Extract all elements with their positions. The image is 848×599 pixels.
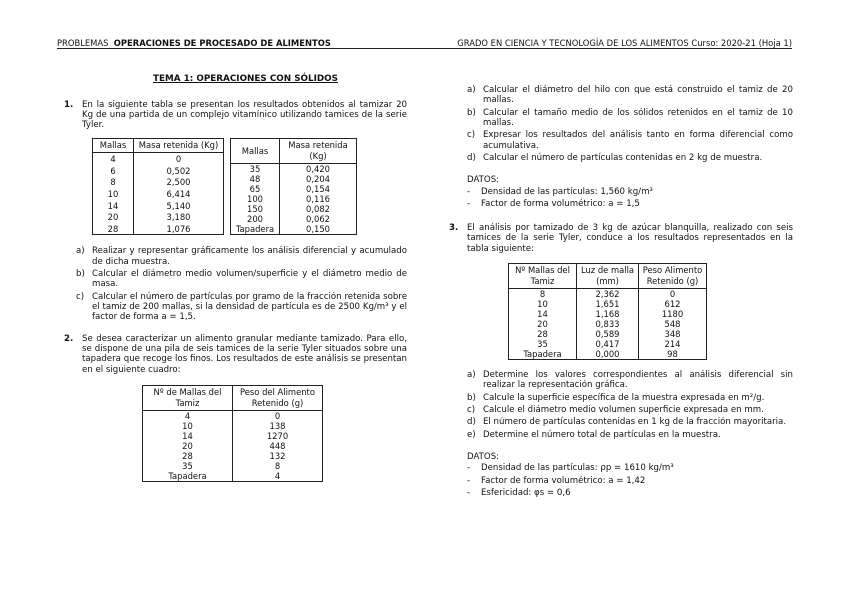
table-row	[231, 224, 357, 235]
table-cell: 0,589	[577, 329, 639, 339]
question-item	[467, 417, 793, 427]
question-item	[467, 393, 793, 403]
table-row	[231, 214, 357, 224]
problem-statement: Se desea caracterizar un alimento granular mediante tamizado. Para ello, se dispone de una pila de seis tamices de la serie Tyler situados sobre una tapadera que recoge los finos. Los resultados de este análisis se presentan en el siguiente cuadro:	[82, 333, 407, 375]
item-marker: d)	[467, 152, 476, 163]
item-marker: e)	[467, 429, 476, 440]
left-column	[64, 74, 407, 482]
table-row	[93, 165, 224, 177]
item-marker: b)	[467, 392, 476, 403]
table-cell: 4	[93, 153, 134, 165]
table-cell: 548	[639, 319, 707, 329]
table-cell: 10	[509, 299, 577, 309]
table-row	[143, 461, 323, 471]
data-item	[467, 463, 793, 473]
table-cell: 20	[93, 211, 134, 223]
table-cell: 35	[143, 461, 233, 471]
item-marker: b)	[467, 107, 476, 118]
problem-1	[64, 100, 407, 131]
problem-statement: El análisis por tamizado de 3 kg de azúcar blanquilla, realizado con seis tamices de la serie Tyler, conduce a los resultados representados en la tabla siguiente:	[467, 223, 793, 254]
table-cell: 0,833	[577, 319, 639, 329]
table-cell: 2,362	[577, 289, 639, 300]
item-text: Determine el número total de partículas en la muestra.	[483, 429, 721, 440]
table-cell: 8	[93, 177, 134, 189]
problem-number: 1.	[64, 99, 74, 110]
table-header: Nº Mallas del Tamiz	[509, 264, 577, 289]
table-row	[143, 451, 323, 461]
table-cell: 0,204	[280, 174, 357, 184]
page-header	[57, 38, 792, 49]
table-cell: 5,140	[134, 200, 224, 212]
table-cell: 100	[231, 194, 280, 204]
table-cell: 28	[143, 451, 233, 461]
question-item	[467, 430, 793, 440]
problem-statement: En la siguiente tabla se presentan los resultados obtenidos al tamizar 20 Kg de una partida de un complejo vitamínico utilizando tamices de la serie Tyler.	[82, 99, 407, 131]
table-cell: 0,154	[280, 184, 357, 194]
item-text: Calcular el diámetro del hilo con que está construido el tamiz de 20 mallas.	[483, 85, 793, 106]
table-cell: 214	[639, 339, 707, 349]
table-cell: 35	[231, 164, 280, 175]
table-row	[509, 289, 707, 300]
table-row	[231, 174, 357, 184]
table-cell: 10	[143, 421, 233, 431]
table-cell: Tapadera	[509, 349, 577, 360]
question-item	[76, 269, 407, 290]
table-row	[143, 431, 323, 441]
table-header: Masa retenida (Kg)	[280, 139, 357, 164]
problem-3-data	[467, 463, 793, 498]
question-item	[467, 130, 793, 151]
table-cell: 4	[233, 471, 323, 482]
problem-2-questions	[467, 85, 793, 163]
item-text: El número de partículas contenidas en 1 kg de la fracción mayoritaria.	[483, 417, 787, 428]
table-cell: 200	[231, 214, 280, 224]
table-row	[143, 421, 323, 431]
table-row	[93, 153, 224, 165]
item-text: Calcular el tamaño medio de los sólidos retenidos en el tamiz de 10 mallas.	[483, 107, 793, 128]
data-title: DATOS:	[467, 175, 500, 186]
item-marker: -	[467, 198, 471, 209]
question-item	[467, 108, 793, 129]
item-text: Densidad de las partículas: 1,560 kg/m³	[481, 186, 653, 197]
table-cell: 48	[231, 174, 280, 184]
table-cell: 10	[93, 188, 134, 200]
item-text: Calcule el diámetro medio volumen superficie expresada en mm.	[483, 405, 764, 415]
table-row	[93, 211, 224, 223]
item-text: Calcular el diámetro medio volumen/superficie y el diámetro medio de masa.	[92, 269, 407, 290]
question-item	[76, 246, 407, 267]
table-row	[93, 223, 224, 235]
table-header: Peso del Alimento Retenido (g)	[233, 385, 323, 410]
table-cell: 0	[233, 410, 323, 421]
data-item	[467, 476, 793, 486]
table-cell: 0,082	[280, 204, 357, 214]
item-marker: d)	[467, 417, 476, 428]
table-cell: 0,000	[577, 349, 639, 360]
problem-1-tables	[92, 138, 407, 235]
table-cell: 1,651	[577, 299, 639, 309]
question-item	[467, 370, 793, 391]
table-cell: Tapadera	[143, 471, 233, 482]
problem-3-table	[508, 263, 707, 360]
table-header: Peso Alimento Retenido (g)	[639, 264, 707, 289]
data-item	[467, 488, 793, 498]
problem-2-data	[467, 187, 793, 210]
item-text: Calcular el número de partículas por gramo de la fracción retenida sobre el tamiz de 200 mallas, si la densidad de partícula es de 2500 Kg/m³ y el factor de forma a = 1,5.	[92, 291, 407, 323]
table-cell: 65	[231, 184, 280, 194]
table-row	[231, 204, 357, 214]
table-cell: 14	[143, 431, 233, 441]
item-marker: -	[467, 487, 471, 498]
table-cell: 448	[233, 441, 323, 451]
table-row	[93, 188, 224, 200]
table-cell: 138	[233, 421, 323, 431]
table-cell: 1180	[639, 309, 707, 319]
item-marker: -	[467, 475, 471, 486]
table-row	[509, 309, 707, 319]
table-cell: 0,150	[280, 224, 357, 235]
table-row	[231, 184, 357, 194]
table-cell: 14	[509, 309, 577, 319]
table-header: Nº de Mallas del Tamiz	[143, 385, 233, 410]
table-cell: 98	[639, 349, 707, 360]
table-cell: 1270	[233, 431, 323, 441]
item-text: Densidad de las partículas: ρp = 1610 kg/m³	[481, 463, 674, 474]
table-header: Luz de malla (mm)	[577, 264, 639, 289]
table-cell: 28	[509, 329, 577, 339]
table-row	[509, 329, 707, 339]
table-cell: 28	[93, 223, 134, 235]
question-item	[76, 292, 407, 323]
header-course-title: OPERACIONES DE PROCESADO DE ALIMENTOS	[113, 38, 331, 48]
table-cell: 8	[233, 461, 323, 471]
item-marker: -	[467, 186, 471, 197]
table-row	[143, 471, 323, 482]
table-row	[143, 410, 323, 421]
table-cell: 1,168	[577, 309, 639, 319]
table-cell: 2,500	[134, 177, 224, 189]
problem-2	[64, 334, 407, 375]
table-cell: 132	[233, 451, 323, 461]
table-cell: 6	[93, 165, 134, 177]
table-row	[509, 299, 707, 309]
question-item	[467, 153, 793, 163]
problem-number: 3.	[449, 223, 459, 234]
item-text: Factor de forma volumétrico: a = 1,5	[481, 198, 640, 209]
table-cell: 1,076	[134, 223, 224, 235]
table-cell: 0,502	[134, 165, 224, 177]
data-title: DATOS:	[467, 451, 500, 462]
table-cell: 20	[143, 441, 233, 451]
section-title: TEMA 1: OPERACIONES CON SÓLIDOS	[153, 74, 338, 84]
item-marker: a)	[467, 370, 476, 381]
table-row	[93, 200, 224, 212]
table-cell: 0,417	[577, 339, 639, 349]
table-cell: 0,420	[280, 164, 357, 175]
table-row	[509, 319, 707, 329]
header-right: GRADO EN CIENCIA Y TECNOLOGÍA DE LOS ALIMENTOS Curso: 2020-21 (Hoja 1)	[457, 38, 792, 48]
header-prefix: PROBLEMAS	[57, 38, 109, 48]
table-cell: 0,062	[280, 214, 357, 224]
problem-2-table	[142, 385, 323, 482]
table-cell: 3,180	[134, 211, 224, 223]
table-cell: 35	[509, 339, 577, 349]
item-marker: c)	[467, 405, 476, 415]
item-text: Esfericidad: φs = 0,6	[481, 487, 571, 498]
table-cell: 20	[509, 319, 577, 329]
table-cell: 150	[231, 204, 280, 214]
table-row	[231, 164, 357, 175]
table-cell: Tapadera	[231, 224, 280, 235]
item-text: Factor de forma volumétrico: a = 1,42	[481, 475, 646, 486]
table-header: Mallas	[231, 139, 280, 164]
question-item	[467, 405, 793, 415]
item-text: Calcular el número de partículas contenidas en 2 kg de muestra.	[483, 152, 763, 163]
question-item	[467, 85, 793, 106]
item-marker: c)	[76, 291, 85, 302]
item-marker: b)	[76, 269, 85, 280]
problem-3-questions	[467, 370, 793, 440]
table-cell: 612	[639, 299, 707, 309]
table-cell: 6,414	[134, 188, 224, 200]
problem-1-questions	[76, 246, 407, 322]
table-cell: 8	[509, 289, 577, 300]
table-cell: 0,116	[280, 194, 357, 204]
item-text: Expresar los resultados del análisis tanto en forma diferencial como acumulativa.	[483, 130, 793, 151]
problem-3	[449, 223, 793, 254]
table-cell: 14	[93, 200, 134, 212]
item-marker: a)	[467, 85, 476, 95]
table-cell: 348	[639, 329, 707, 339]
item-text: Realizar y representar gráficamente los análisis diferencial y acumulado de dicha muestra.	[92, 246, 407, 267]
item-text: Determine los valores correspondientes al análisis diferencial sin realizar la representación gráfica.	[483, 370, 793, 391]
data-item	[467, 187, 793, 197]
table-row	[509, 349, 707, 360]
item-marker: a)	[76, 246, 85, 257]
table-cell: 0	[134, 153, 224, 165]
sieve-table-b	[230, 138, 357, 235]
table-cell: 4	[143, 410, 233, 421]
right-column	[449, 85, 793, 500]
item-text: Calcule la superficie específica de la muestra expresada en m²/g.	[483, 392, 765, 403]
item-marker: -	[467, 463, 471, 474]
table-row	[509, 339, 707, 349]
table-header: Mallas	[93, 139, 134, 153]
table-row	[143, 441, 323, 451]
item-marker: c)	[467, 130, 476, 141]
problem-number: 2.	[64, 333, 74, 344]
table-row	[93, 177, 224, 189]
sieve-table-a	[92, 138, 224, 235]
table-header: Masa retenida (Kg)	[134, 139, 224, 153]
header-left	[57, 38, 331, 48]
data-item	[467, 199, 793, 209]
table-row	[231, 194, 357, 204]
table-cell: 0	[639, 289, 707, 300]
